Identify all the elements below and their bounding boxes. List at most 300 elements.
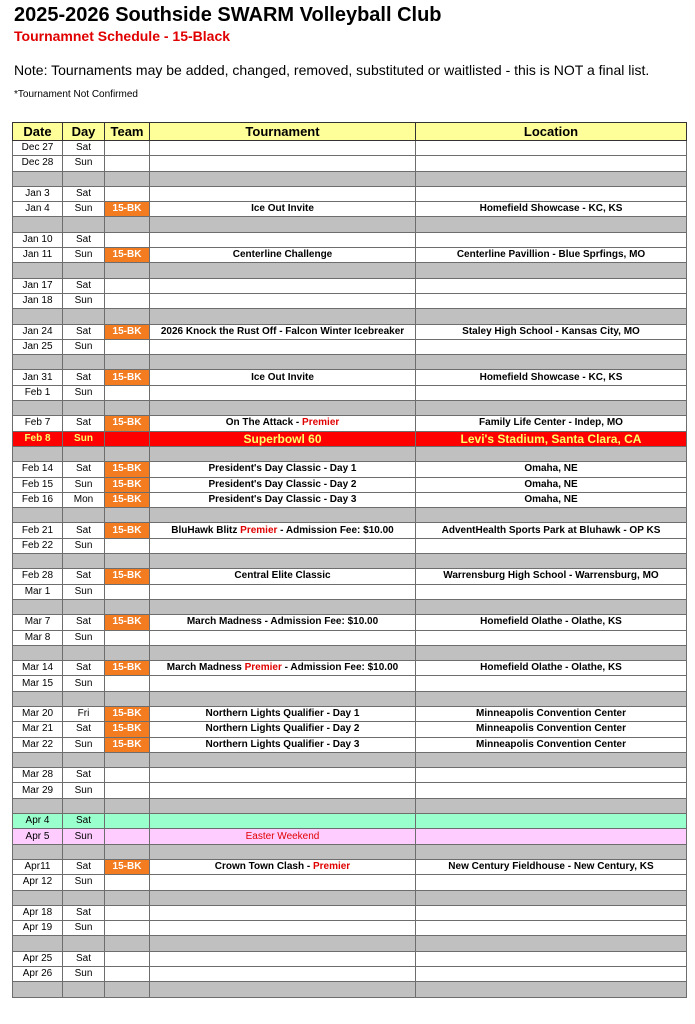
date-cell: Apr 18 (13, 905, 63, 920)
date-cell: Jan 10 (13, 232, 63, 247)
tournament-cell (150, 538, 416, 553)
team-cell: 15-BK (105, 248, 150, 263)
schedule-row (13, 661, 687, 676)
team-cell: 15-BK (105, 324, 150, 339)
location-cell (416, 783, 687, 798)
day-cell: Sat (63, 462, 105, 477)
day-cell: Sun (63, 248, 105, 263)
schedule-row (13, 477, 687, 492)
spacer-cell (416, 446, 687, 461)
date-cell: Apr 12 (13, 875, 63, 890)
spacer-cell (150, 599, 416, 614)
location-cell (416, 339, 687, 354)
day-cell: Sun (63, 584, 105, 599)
day-cell: Sat (63, 951, 105, 966)
team-cell: 15-BK (105, 722, 150, 737)
spacer-cell (105, 982, 150, 997)
spacer-cell (150, 446, 416, 461)
location-cell: Homefield Showcase - KC, KS (416, 370, 687, 385)
spacer-row (13, 263, 687, 278)
team-cell: 15-BK (105, 615, 150, 630)
date-cell: Mar 14 (13, 661, 63, 676)
day-cell: Fri (63, 706, 105, 721)
tournament-cell (150, 339, 416, 354)
spacer-row (13, 645, 687, 660)
day-cell: Sun (63, 202, 105, 217)
spacer-cell (63, 401, 105, 416)
tournament-name: March Madness (166, 662, 245, 674)
column-header-team: Team (105, 123, 150, 141)
tournament-cell (150, 569, 416, 584)
spacer-row (13, 309, 687, 324)
spacer-cell (13, 599, 63, 614)
schedule-row (13, 951, 687, 966)
tournament-cell (150, 293, 416, 308)
location-cell (416, 141, 687, 156)
tournament-cell (150, 737, 416, 752)
team-cell: 15-BK (105, 737, 150, 752)
team-cell: 15-BK (105, 202, 150, 217)
tournament-cell (150, 814, 416, 829)
spacer-cell (13, 982, 63, 997)
spacer-cell (13, 844, 63, 859)
schedule-body (13, 141, 687, 998)
day-cell: Sun (63, 737, 105, 752)
spacer-cell (416, 752, 687, 767)
schedule-row (13, 278, 687, 293)
team-cell (105, 630, 150, 645)
date-cell: Apr11 (13, 859, 63, 874)
tournament-name: On The Attack - (225, 417, 303, 429)
schedule-row (13, 339, 687, 354)
tournament-name: President's Day Classic - Day 3 (208, 493, 357, 505)
date-cell: Feb 14 (13, 462, 63, 477)
tournament-cell (150, 141, 416, 156)
schedule-row (13, 584, 687, 599)
location-cell: Minneapolis Convention Center (416, 737, 687, 752)
location-cell (416, 768, 687, 783)
day-cell: Sun (63, 783, 105, 798)
team-cell (105, 232, 150, 247)
date-cell: Apr 19 (13, 921, 63, 936)
team-cell (105, 339, 150, 354)
location-cell (416, 630, 687, 645)
schedule-row (13, 905, 687, 920)
date-cell: Mar 20 (13, 706, 63, 721)
team-cell: 15-BK (105, 416, 150, 431)
date-cell: Feb 7 (13, 416, 63, 431)
spacer-cell (63, 171, 105, 186)
spacer-row (13, 691, 687, 706)
location-cell (416, 921, 687, 936)
tournament-cell (150, 431, 416, 446)
tournament-cell (150, 232, 416, 247)
team-cell (105, 875, 150, 890)
date-cell: Mar 7 (13, 615, 63, 630)
spacer-cell (13, 554, 63, 569)
day-cell: Sat (63, 859, 105, 874)
column-header-date: Date (13, 123, 63, 141)
team-cell: 15-BK (105, 523, 150, 538)
tournament-cell (150, 462, 416, 477)
date-cell: Jan 18 (13, 293, 63, 308)
spacer-cell (13, 798, 63, 813)
team-cell: 15-BK (105, 569, 150, 584)
spacer-cell (416, 645, 687, 660)
tournament-cell (150, 156, 416, 171)
day-cell: Sat (63, 324, 105, 339)
tournament-cell (150, 722, 416, 737)
spacer-cell (416, 798, 687, 813)
spacer-row (13, 508, 687, 523)
tournament-name: BluHawk Blitz (171, 524, 241, 536)
schedule-row (13, 324, 687, 339)
spacer-cell (416, 844, 687, 859)
tournament-cell (150, 676, 416, 691)
spacer-cell (105, 554, 150, 569)
footnote: *Tournament Not Confirmed (14, 89, 138, 100)
date-cell: Apr 25 (13, 951, 63, 966)
spacer-cell (105, 446, 150, 461)
schedule-note: Note: Tournaments may be added, changed, removed, substituted or waitlisted - this is NOT a final list. (14, 62, 650, 78)
schedule-row (13, 416, 687, 431)
spacer-cell (105, 691, 150, 706)
spacer-cell (416, 217, 687, 232)
date-cell: Mar 28 (13, 768, 63, 783)
day-cell: Sat (63, 523, 105, 538)
date-cell: Mar 21 (13, 722, 63, 737)
day-cell: Sat (63, 278, 105, 293)
day-cell: Mon (63, 492, 105, 507)
schedule-row (13, 492, 687, 507)
team-cell (105, 141, 150, 156)
location-cell: New Century Fieldhouse - New Century, KS (416, 859, 687, 874)
tournament-cell (150, 630, 416, 645)
premier-label: Premier (302, 417, 340, 429)
spacer-row (13, 171, 687, 186)
tournament-cell (150, 324, 416, 339)
schedule-row (13, 431, 687, 446)
tournament-name: 2026 Knock the Rust Off - Falcon Winter Icebreaker (160, 325, 405, 337)
day-cell: Sat (63, 232, 105, 247)
schedule-row (13, 875, 687, 890)
spacer-cell (150, 691, 416, 706)
tournament-cell (150, 584, 416, 599)
tournament-name: Northern Lights Qualifier - Day 1 (205, 708, 360, 720)
tournament-name: President's Day Classic - Day 2 (208, 478, 357, 490)
schedule-row (13, 462, 687, 477)
day-cell: Sun (63, 921, 105, 936)
date-cell: Feb 8 (13, 431, 63, 446)
tournament-cell (150, 859, 416, 874)
tournament-cell (150, 905, 416, 920)
schedule-row (13, 737, 687, 752)
spacer-cell (63, 508, 105, 523)
spacer-cell (150, 401, 416, 416)
team-cell (105, 538, 150, 553)
schedule-row (13, 829, 687, 844)
tournament-name: Ice Out Invite (251, 203, 314, 215)
schedule-row (13, 967, 687, 982)
spacer-cell (150, 798, 416, 813)
date-cell: Jan 11 (13, 248, 63, 263)
location-cell (416, 293, 687, 308)
location-cell: Levi's Stadium, Santa Clara, CA (416, 431, 687, 446)
day-cell: Sat (63, 768, 105, 783)
spacer-cell (63, 554, 105, 569)
location-cell: Homefield Olathe - Olathe, KS (416, 661, 687, 676)
spacer-row (13, 752, 687, 767)
schedule-row (13, 783, 687, 798)
spacer-cell (416, 890, 687, 905)
date-cell: Dec 28 (13, 156, 63, 171)
location-cell: AdventHealth Sports Park at Bluhawk - OP KS (416, 523, 687, 538)
date-cell: Jan 31 (13, 370, 63, 385)
spacer-cell (63, 217, 105, 232)
location-cell: Centerline Pavillion - Blue Sprfings, MO (416, 248, 687, 263)
tournament-cell (150, 370, 416, 385)
location-cell (416, 186, 687, 201)
date-cell: Jan 17 (13, 278, 63, 293)
date-cell: Apr 4 (13, 814, 63, 829)
tournament-cell (150, 921, 416, 936)
team-cell (105, 584, 150, 599)
spacer-cell (105, 401, 150, 416)
location-cell: Minneapolis Convention Center (416, 706, 687, 721)
day-cell: Sun (63, 967, 105, 982)
tournament-name: Centerline Challenge (232, 249, 333, 261)
premier-label: Premier (244, 662, 282, 674)
spacer-cell (105, 645, 150, 660)
location-cell: Staley High School - Kansas City, MO (416, 324, 687, 339)
location-cell (416, 967, 687, 982)
spacer-cell (13, 752, 63, 767)
date-cell: Jan 25 (13, 339, 63, 354)
team-cell: 15-BK (105, 706, 150, 721)
spacer-cell (150, 645, 416, 660)
spacer-cell (63, 844, 105, 859)
location-cell: Homefield Showcase - KC, KS (416, 202, 687, 217)
premier-label: Premier (240, 524, 278, 536)
spacer-cell (63, 752, 105, 767)
spacer-cell (150, 890, 416, 905)
spacer-cell (416, 599, 687, 614)
day-cell: Sat (63, 615, 105, 630)
team-cell: 15-BK (105, 859, 150, 874)
spacer-cell (13, 309, 63, 324)
tournament-cell (150, 615, 416, 630)
tournament-cell (150, 875, 416, 890)
header-row (13, 123, 687, 141)
spacer-cell (150, 752, 416, 767)
schedule-row (13, 722, 687, 737)
day-cell: Sat (63, 814, 105, 829)
spacer-cell (150, 508, 416, 523)
location-cell (416, 156, 687, 171)
location-cell (416, 538, 687, 553)
column-header-tournament: Tournament (150, 123, 416, 141)
date-cell: Apr 26 (13, 967, 63, 982)
tournament-cell (150, 829, 416, 844)
spacer-cell (105, 798, 150, 813)
tournament-cell (150, 783, 416, 798)
spacer-cell (13, 401, 63, 416)
spacer-cell (150, 936, 416, 951)
team-cell (105, 967, 150, 982)
spacer-cell (150, 263, 416, 278)
spacer-cell (63, 798, 105, 813)
spacer-cell (416, 355, 687, 370)
tournament-detail: - Admission Fee: $10.00 (281, 662, 399, 674)
column-header-location: Location (416, 123, 687, 141)
schedule-row (13, 141, 687, 156)
page-title: 2025-2026 Southside SWARM Volleyball Club (14, 4, 442, 26)
column-header-day: Day (63, 123, 105, 141)
date-cell: Feb 28 (13, 569, 63, 584)
schedule-row (13, 156, 687, 171)
spacer-row (13, 844, 687, 859)
team-cell: 15-BK (105, 477, 150, 492)
spacer-cell (416, 401, 687, 416)
day-cell: Sat (63, 370, 105, 385)
spacer-cell (105, 355, 150, 370)
spacer-cell (63, 309, 105, 324)
schedule-row (13, 538, 687, 553)
schedule-row (13, 569, 687, 584)
date-cell: Feb 21 (13, 523, 63, 538)
team-cell (105, 156, 150, 171)
team-cell (105, 431, 150, 446)
spacer-cell (416, 982, 687, 997)
date-cell: Mar 29 (13, 783, 63, 798)
date-cell: Jan 4 (13, 202, 63, 217)
spacer-cell (13, 936, 63, 951)
tournament-cell (150, 416, 416, 431)
spacer-cell (105, 508, 150, 523)
day-cell: Sun (63, 156, 105, 171)
spacer-row (13, 401, 687, 416)
day-cell: Sun (63, 477, 105, 492)
team-cell (105, 814, 150, 829)
day-cell: Sun (63, 676, 105, 691)
spacer-cell (105, 217, 150, 232)
schedule-row (13, 630, 687, 645)
spacer-cell (105, 263, 150, 278)
location-cell: Minneapolis Convention Center (416, 722, 687, 737)
day-cell: Sun (63, 339, 105, 354)
premier-label: Premier (312, 861, 351, 873)
date-cell: Dec 27 (13, 141, 63, 156)
day-cell: Sun (63, 538, 105, 553)
schedule-row (13, 232, 687, 247)
tournament-name: Superbowl 60 (243, 431, 322, 446)
spacer-cell (150, 355, 416, 370)
spacer-cell (416, 936, 687, 951)
day-cell: Sat (63, 186, 105, 201)
schedule-row (13, 615, 687, 630)
location-cell: Omaha, NE (416, 492, 687, 507)
day-cell: Sat (63, 661, 105, 676)
tournament-detail: - Admission Fee: $10.00 (277, 524, 394, 536)
date-cell: Jan 3 (13, 186, 63, 201)
date-cell: Feb 22 (13, 538, 63, 553)
spacer-cell (63, 263, 105, 278)
team-cell (105, 676, 150, 691)
team-cell: 15-BK (105, 492, 150, 507)
spacer-cell (63, 691, 105, 706)
spacer-cell (150, 844, 416, 859)
spacer-row (13, 217, 687, 232)
team-cell: 15-BK (105, 661, 150, 676)
schedule-table (12, 122, 687, 998)
spacer-cell (105, 844, 150, 859)
spacer-cell (13, 691, 63, 706)
date-cell: Mar 22 (13, 737, 63, 752)
spacer-cell (105, 890, 150, 905)
date-cell: Mar 15 (13, 676, 63, 691)
day-cell: Sat (63, 141, 105, 156)
tournament-name: Central Elite Classic (234, 570, 331, 582)
spacer-cell (150, 554, 416, 569)
tournament-cell (150, 523, 416, 538)
location-cell (416, 829, 687, 844)
day-cell: Sun (63, 385, 105, 400)
spacer-cell (416, 691, 687, 706)
location-cell (416, 385, 687, 400)
day-cell: Sun (63, 875, 105, 890)
spacer-row (13, 936, 687, 951)
schedule-row (13, 676, 687, 691)
date-cell: Feb 15 (13, 477, 63, 492)
tournament-name: President's Day Classic - Day 1 (208, 463, 357, 475)
tournament-cell (150, 768, 416, 783)
schedule-row (13, 186, 687, 201)
spacer-cell (63, 936, 105, 951)
schedule-row (13, 768, 687, 783)
spacer-cell (63, 446, 105, 461)
tournament-name: March Madness - Admission Fee: $10.00 (186, 616, 379, 628)
team-cell (105, 768, 150, 783)
team-cell (105, 278, 150, 293)
tournament-cell (150, 967, 416, 982)
spacer-cell (13, 508, 63, 523)
team-cell (105, 829, 150, 844)
location-cell (416, 905, 687, 920)
tournament-name: Northern Lights Qualifier - Day 3 (205, 738, 360, 750)
spacer-cell (416, 263, 687, 278)
tournament-cell (150, 661, 416, 676)
spacer-row (13, 890, 687, 905)
schedule-row (13, 706, 687, 721)
schedule-row (13, 202, 687, 217)
location-cell (416, 676, 687, 691)
spacer-row (13, 982, 687, 997)
spacer-row (13, 798, 687, 813)
team-cell (105, 186, 150, 201)
tournament-cell (150, 278, 416, 293)
tournament-name: Ice Out Invite (251, 371, 314, 383)
spacer-cell (105, 752, 150, 767)
schedule-row (13, 248, 687, 263)
tournament-cell (150, 248, 416, 263)
location-cell: Warrensburg High School - Warrensburg, MO (416, 569, 687, 584)
spacer-cell (63, 890, 105, 905)
spacer-cell (105, 936, 150, 951)
spacer-cell (416, 554, 687, 569)
spacer-cell (105, 599, 150, 614)
schedule-row (13, 385, 687, 400)
spacer-cell (13, 171, 63, 186)
